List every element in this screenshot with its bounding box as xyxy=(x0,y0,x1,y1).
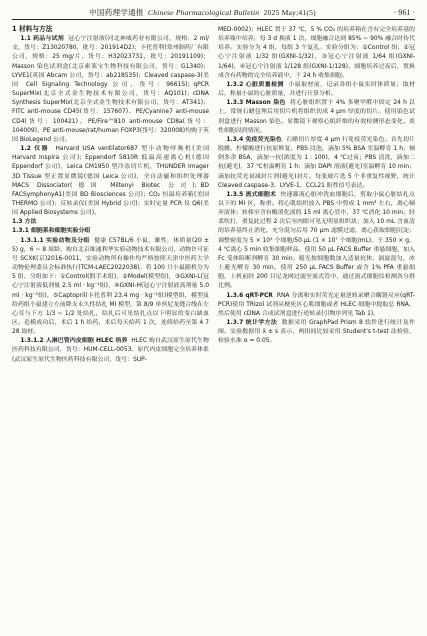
paragraph: 1.3.7 统计学方法 数据采用 GraphPad Prism 8 软件进行统计及作图。实验数据用 x̄ ± s 表示，两组间比较采用 Student's t-test 法检验，检验水准 α = 0.05。 xyxy=(218,319,415,345)
paragraph: 1.2 仪器 Harvard USA ventilator687 型小动物呼吸机(美国 Harvard Inspira 公司)；Eppendorf 5810R 低温高速离心机(德国 Eppendorf 公司)，Leica CM1950 型冷冻切片机，THUNDER Imager 3D Tissue 型正置显微镜(德国 Leica 公司)，全自动磁和组织处理器 MACS Dissociator(德国 Miltenyi Biotec 公司)；BD FACSymphonyA1(美国 BD Biosciences 公司)；CO₂ 恒温培养箱(美国 THERMO 公司)；反转录仪(美国 Hybrid 公司)；实时定量 PCR 仪 Q6(美国 Applied Biosystems 公司)。 xyxy=(12,145,210,217)
paragraph: 1.3.2 心脏质量检测 小鼠取材前，记录各组小鼠实时体质量；取材后，称量小鼠的心脏质量，并进行计算分析。 xyxy=(218,80,415,98)
subsection-heading: 1.3 方法 xyxy=(12,218,37,226)
right-column xyxy=(218,25,415,364)
subsection-heading: 1.3.1 细胞系和细胞实验分组 xyxy=(12,227,91,235)
paragraph: 1.3.6 qRT-PCR RNA 分离和实时荧光定量逆转录聚合酶链反应(qRT-PCR)使用 TRIzol 试剂从梗死区心肌细胞或者 HLEC 细胞中提取总 RNA，然后使用 cDNA 合成试剂盒进行逆转录(引物序列见 Tab 1)。 xyxy=(218,291,415,317)
left-column xyxy=(12,25,209,364)
section-heading: 1 材料与方法 xyxy=(12,25,53,33)
page-number: · 961 · xyxy=(393,7,415,17)
journal-name: 中国药理学通报 Chinese Pharmacological Bulletin 2025 May;41(5) xyxy=(89,7,316,17)
paragraph: MED-0002)；HLEC 置于 37 ℃，5 % CO₂ 的培养箱在含有完全培养基的培养瓶中培养，每 3 d 换液 1 次，细胞融合达到 85% ~ 90% 融合时传代培养。实验分为 4 组，每组 3 个复孔。实验分组为：①Control 组；②冠心宁注射液 1/32 组(GXNI-1/32)，③冠心宁注射液 1/64 组(GXNI-1/64)，④冠心宁注射液 1/128 组(GXNI-1/128)。细胞培养过夜后，置换成含有药物的完全培养液中，于 24 h 收集细胞。 xyxy=(218,26,415,79)
paragraph: 1.3.5 流式细胞术 快速灌流心脏冲洗血细胞后，剪取小鼠心脏结扎点以下的 MI 区，称重。将心肌组织放入 PBS 中剪成 1 mm³ 左右，离心倾弃液体；转移至含有酶消化液的 15 ml 离心管中，37 ℃消化 10 min，轻柔吹打，重复此过程 2 次后至肉眼可见无明显组织块；加入 10 mL 含血清的培养基终止消化，充分混匀后用 70 μm 滤膜过滤，离心获取细胞沉淀；调整密度为 5 × 10⁵ 个细胞/50 μL (1 × 10⁷ 个细胞/mL)，于 350 × g，4 ℃离心 5 min 收集细胞样品。使用 50 μL FACS Buffer 重悬细胞，加入 Fc 受体阻断剂孵育 30 min；避光按细胞数加入适量抗体，涡旋混匀，冰上避光孵育 30 min。使用 250 μL FACS Buffer 或含 1% PFA 重悬细胞，上机前经 200 目尼龙网过滤至流式管中，通过流式细胞仪检测各分群比例。 xyxy=(218,190,415,290)
paragraph: 1.3.1.1 实验动物及分组 健康 C57BL/6 小鼠，雄性，体质量(20 ± 5) g，6 ~ 8 周龄，购自北京维通利华实验动物技术有限公司，动物许可证号 SCXK(京)2016-0011，实验动物所有操作均严格按照天津中医药大学动物伦理委员会标准执行(TCM-LAEC2022038)。将 100 只小鼠随机分为 5 组，分组如下：①Control(假手术组)，②Model(模型组)，③GXNI-L(冠心宁注射液低剂量 2.5 ml · kg⁻¹组)，④GXNI-H(冠心宁注射液高剂量 5.0 ml · kg⁻¹组)，⑤Captopril(卡托普利 23.4 mg · kg⁻¹组)模型组，模型及给药组小鼠建立左前降支永久性结扎 MI 模型，第 8/9 单丝尼龙缝合线在左心耳与下方 1/3 ~ 1/2 处结扎，结扎后可见结扎点以下明显的变白缺血区。造模成功后，术后 1 h 给药，术后每天给药 1 次，连续给药至第 4 7 28 取材。 xyxy=(12,236,209,336)
paragraph: 1.1 药品与试剂 冠心宁注射液(河北神威药业有限公司，规格：2 ml/支，货号：Z13020780，批号：201914D2)；卡托普利(常州制药厂有限公司，规格：25 mg/片，货号：H32023731，批号：20191109)；Masson 染色试剂盒(北京索莱宝生物科技有限公司，货号：G1340)；LYVE1(英国 Abcam 公司，货号：ab218535)；Cleaved caspase-3(美国 Cell Signaling Technology 公司，货号：9661S)；qPCR SuperMix(北京全式金生物技术有限公司，货号：AQ101)；cDNA Synthesis SuperMix(北京全式金生物技术有限公司，货号：AT341)；FITC anti-mouse CD45(货号：157607)、PE/Cyanine7 anti-mouse CD4(货号：100421)、PE/Fire™810 anti-mouse CD8a(货号：104009)、PE anti-mouse/rat/human FOXP3(货号：320008)均购于英国 BioLegend 公司。 xyxy=(12,35,209,143)
paragraph: 1.3.3 Masson 染色 将心脏组织置于 4% 多聚甲醛中固定 24 h 以上，常规石蜡包埋后用切片机将组织切成 4 μm 厚度的切片。使用染色试剂盒进行 Masson 染色。显微镜下观察心肌纤维的有效检测形态变化、炎性细胞浸润情况。 xyxy=(218,99,415,134)
paragraph: 1.3.4 免疫荧光染色 石蜡切片厚度 4 μm 行免疫荧光染色。首先切片脱蜡，柠檬酸进行抗原修复，PBS 浸泡，滴加 5% BSA 室温孵育 1 h；倾倒多余 BSA，滴加一抗(浓度为 1 : 100)，4 ℃过夜；PBS 清洗，滴加二抗(避光)，37 ℃恒温孵育 1 h；滴加 DAPI 溶液(避光)室温孵育 10 min；滴加抗荧光衰减封片剂(避光)封片。每张玻片选 5 个非重复性视野，统计 Cleaved caspase-3、LYVE-1、CCL21 阳性信号表达。 xyxy=(218,135,415,189)
paragraph: 1.3.1.2 人淋巴管内皮细胞 HLEC 培养 HLEC 购自武汉原生原代生物医药科技有限公司，货号：HUM-CELL-0053。原代内皮细胞完全培养体系(武汉原生原代生物医药科技有限公司，货号：SUP- xyxy=(12,337,209,363)
running-header xyxy=(12,5,415,20)
two-column-body xyxy=(12,25,415,364)
